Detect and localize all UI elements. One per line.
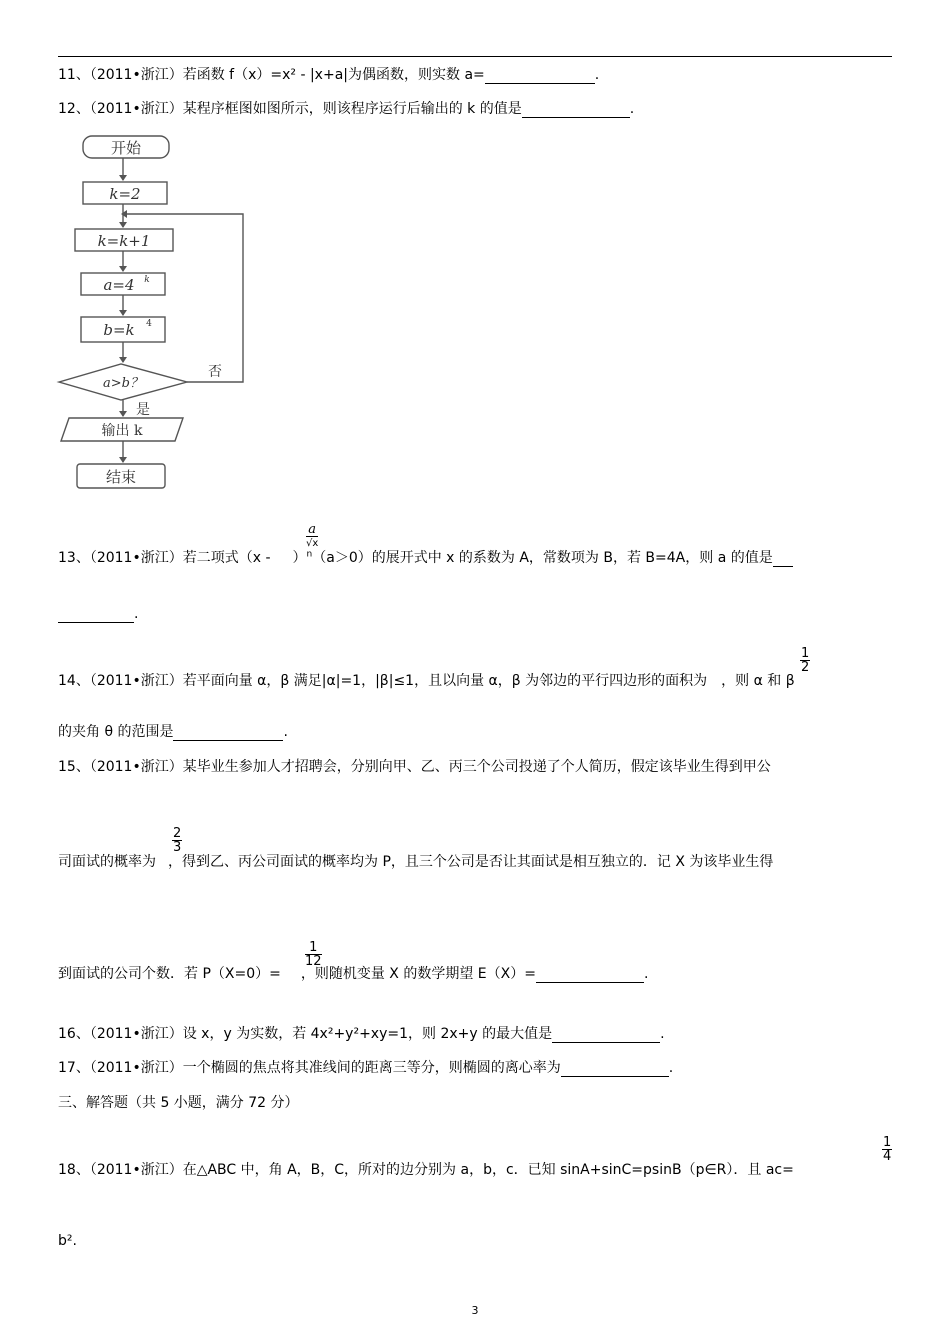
question-16: [58, 1025, 665, 1043]
q17-end: .: [668, 1060, 674, 1076]
q11-source: （2011•浙江）: [89, 67, 183, 83]
q18-num: 18、: [58, 1162, 90, 1178]
q12-text: 某程序框图如图所示，则该程序运行后输出的 k 的值是: [182, 101, 522, 117]
header-rule: [58, 56, 892, 57]
question-18-cont: b².: [58, 1233, 77, 1249]
q13-source: （2011•浙江）: [89, 550, 183, 566]
question-11: [58, 66, 599, 84]
q11-end: .: [594, 67, 600, 83]
q17-source: （2011•浙江）: [89, 1060, 183, 1076]
flow-yes-label: 是: [136, 402, 150, 418]
q13-pre: 若二项式（x -: [182, 550, 271, 566]
q16-answer-blank[interactable]: [552, 1028, 660, 1043]
q13-frac-den: √x: [306, 538, 319, 549]
q13-text: （a＞0）的展开式中 x 的系数为 A，常数项为 B，若 B=4A，则 a 的值是: [312, 550, 773, 566]
q12-answer-blank[interactable]: [522, 103, 630, 118]
q15-frac2-den: 12: [305, 954, 322, 969]
flow-step3-label: b=k: [103, 321, 135, 339]
flow-no-label: 否: [208, 364, 222, 380]
question-18: [58, 1161, 794, 1179]
q18-text: 在△ABC 中，角 A，B，C，所对的边分别为 a，b，c．已知 sinA+sinC=psinB（p∈R）．且 ac=: [182, 1162, 794, 1178]
q13-exp: n: [306, 549, 313, 560]
flow-start-label: 开始: [110, 139, 142, 157]
q16-num: 16、: [58, 1026, 90, 1042]
q13-num: 13、: [58, 550, 90, 566]
q15-answer-blank[interactable]: [536, 968, 644, 983]
q14-frac-den: 2: [801, 660, 810, 675]
question-15-line3: [58, 965, 648, 983]
q15-fraction-2: [305, 941, 322, 968]
q11-num: 11、: [58, 67, 90, 83]
q13-answer-blank-a[interactable]: [773, 552, 793, 567]
page-number: 3: [471, 1304, 479, 1317]
q17-answer-blank[interactable]: [561, 1062, 669, 1077]
q13-frac-num: a: [306, 523, 318, 537]
q13-answer-blank-b[interactable]: [58, 608, 134, 623]
flow-cond-label: a>b？: [103, 376, 143, 391]
q14-line2: 的夹角 θ 的范围是: [58, 724, 174, 740]
flowchart: [55, 128, 255, 500]
q14-end: .: [283, 724, 288, 740]
question-13: [58, 549, 793, 567]
q15-text3-pre: 到面试的公司个数．若 P（X=0）=: [58, 966, 281, 982]
q15-end: .: [643, 966, 649, 982]
flow-step2-label: a=4: [103, 276, 135, 294]
q14-answer-blank[interactable]: [173, 726, 283, 741]
question-17: [58, 1059, 673, 1077]
q14-frac-num: 1: [801, 646, 810, 661]
q12-num: 12、: [58, 101, 90, 117]
flow-step3-exp: 4: [146, 319, 152, 329]
q13-post: ）: [292, 550, 307, 566]
q12-source: （2011•浙江）: [89, 101, 183, 117]
q18-frac-den: 4: [883, 1149, 892, 1164]
q15-text3-post: ，则随机变量 X 的数学期望 E（X）=: [300, 966, 536, 982]
flow-step1-label: k=k+1: [97, 232, 151, 250]
q15-fraction-1: [172, 827, 182, 854]
q15-text1: 某毕业生参加人才招聘会，分别向甲、乙、丙三个公司投递了个人简历，假定该毕业生得到甲公: [182, 759, 771, 775]
q18-fraction: [882, 1136, 892, 1163]
question-15-line2: [58, 853, 773, 871]
q15-text2-pre: 司面试的概率为: [58, 854, 156, 870]
flow-step2-exp: k: [144, 275, 150, 285]
question-13-cont: [58, 605, 138, 623]
q15-frac2-num: 1: [305, 941, 322, 955]
q16-source: （2011•浙江）: [89, 1026, 183, 1042]
q14-post: ，则 α 和 β: [721, 673, 795, 689]
q14-pre: 若平面向量 α，β 满足|α|=1，|β|≤1，且以向量 α，β 为邻边的平行四边形的面积为: [182, 673, 708, 689]
q15-text2-post: ，得到乙、丙公司面试的概率均为 P，且三个公司是否让其面试是相互独立的．记 X 为该毕业生得: [168, 854, 774, 870]
q13-end: .: [134, 606, 139, 622]
question-14-cont: [58, 723, 288, 741]
q18-frac-num: 1: [883, 1135, 892, 1150]
q17-num: 17、: [58, 1060, 90, 1076]
q15-num: 15、: [58, 759, 90, 775]
q15-frac1-num: 2: [173, 826, 182, 841]
question-12: [58, 100, 634, 118]
question-14: [58, 672, 795, 690]
question-15: [58, 758, 771, 776]
q13-fraction: [306, 523, 318, 550]
q11-text: 若函数 f（x）=x² - |x+a|为偶函数，则实数 a=: [182, 67, 485, 83]
q17-text: 一个椭圆的焦点将其准线间的距离三等分，则椭圆的离心率为: [182, 1060, 561, 1076]
section-heading: 三、解答题（共 5 小题，满分 72 分）: [58, 1095, 299, 1111]
flow-output-label: 输出 k: [101, 423, 143, 439]
flow-init-label: k=2: [109, 185, 141, 203]
q16-text: 设 x，y 为实数，若 4x²+y²+xy=1，则 2x+y 的最大值是: [182, 1026, 553, 1042]
q14-source: （2011•浙江）: [89, 673, 183, 689]
flow-end-label: 结束: [105, 468, 137, 486]
q14-num: 14、: [58, 673, 90, 689]
q16-end: .: [660, 1026, 665, 1042]
q15-frac1-den: 3: [173, 840, 182, 855]
q11-answer-blank[interactable]: [485, 69, 595, 84]
q14-fraction: [800, 647, 810, 674]
q18-source: （2011•浙江）: [89, 1162, 183, 1178]
q12-end: .: [629, 101, 635, 117]
q15-source: （2011•浙江）: [89, 759, 183, 775]
